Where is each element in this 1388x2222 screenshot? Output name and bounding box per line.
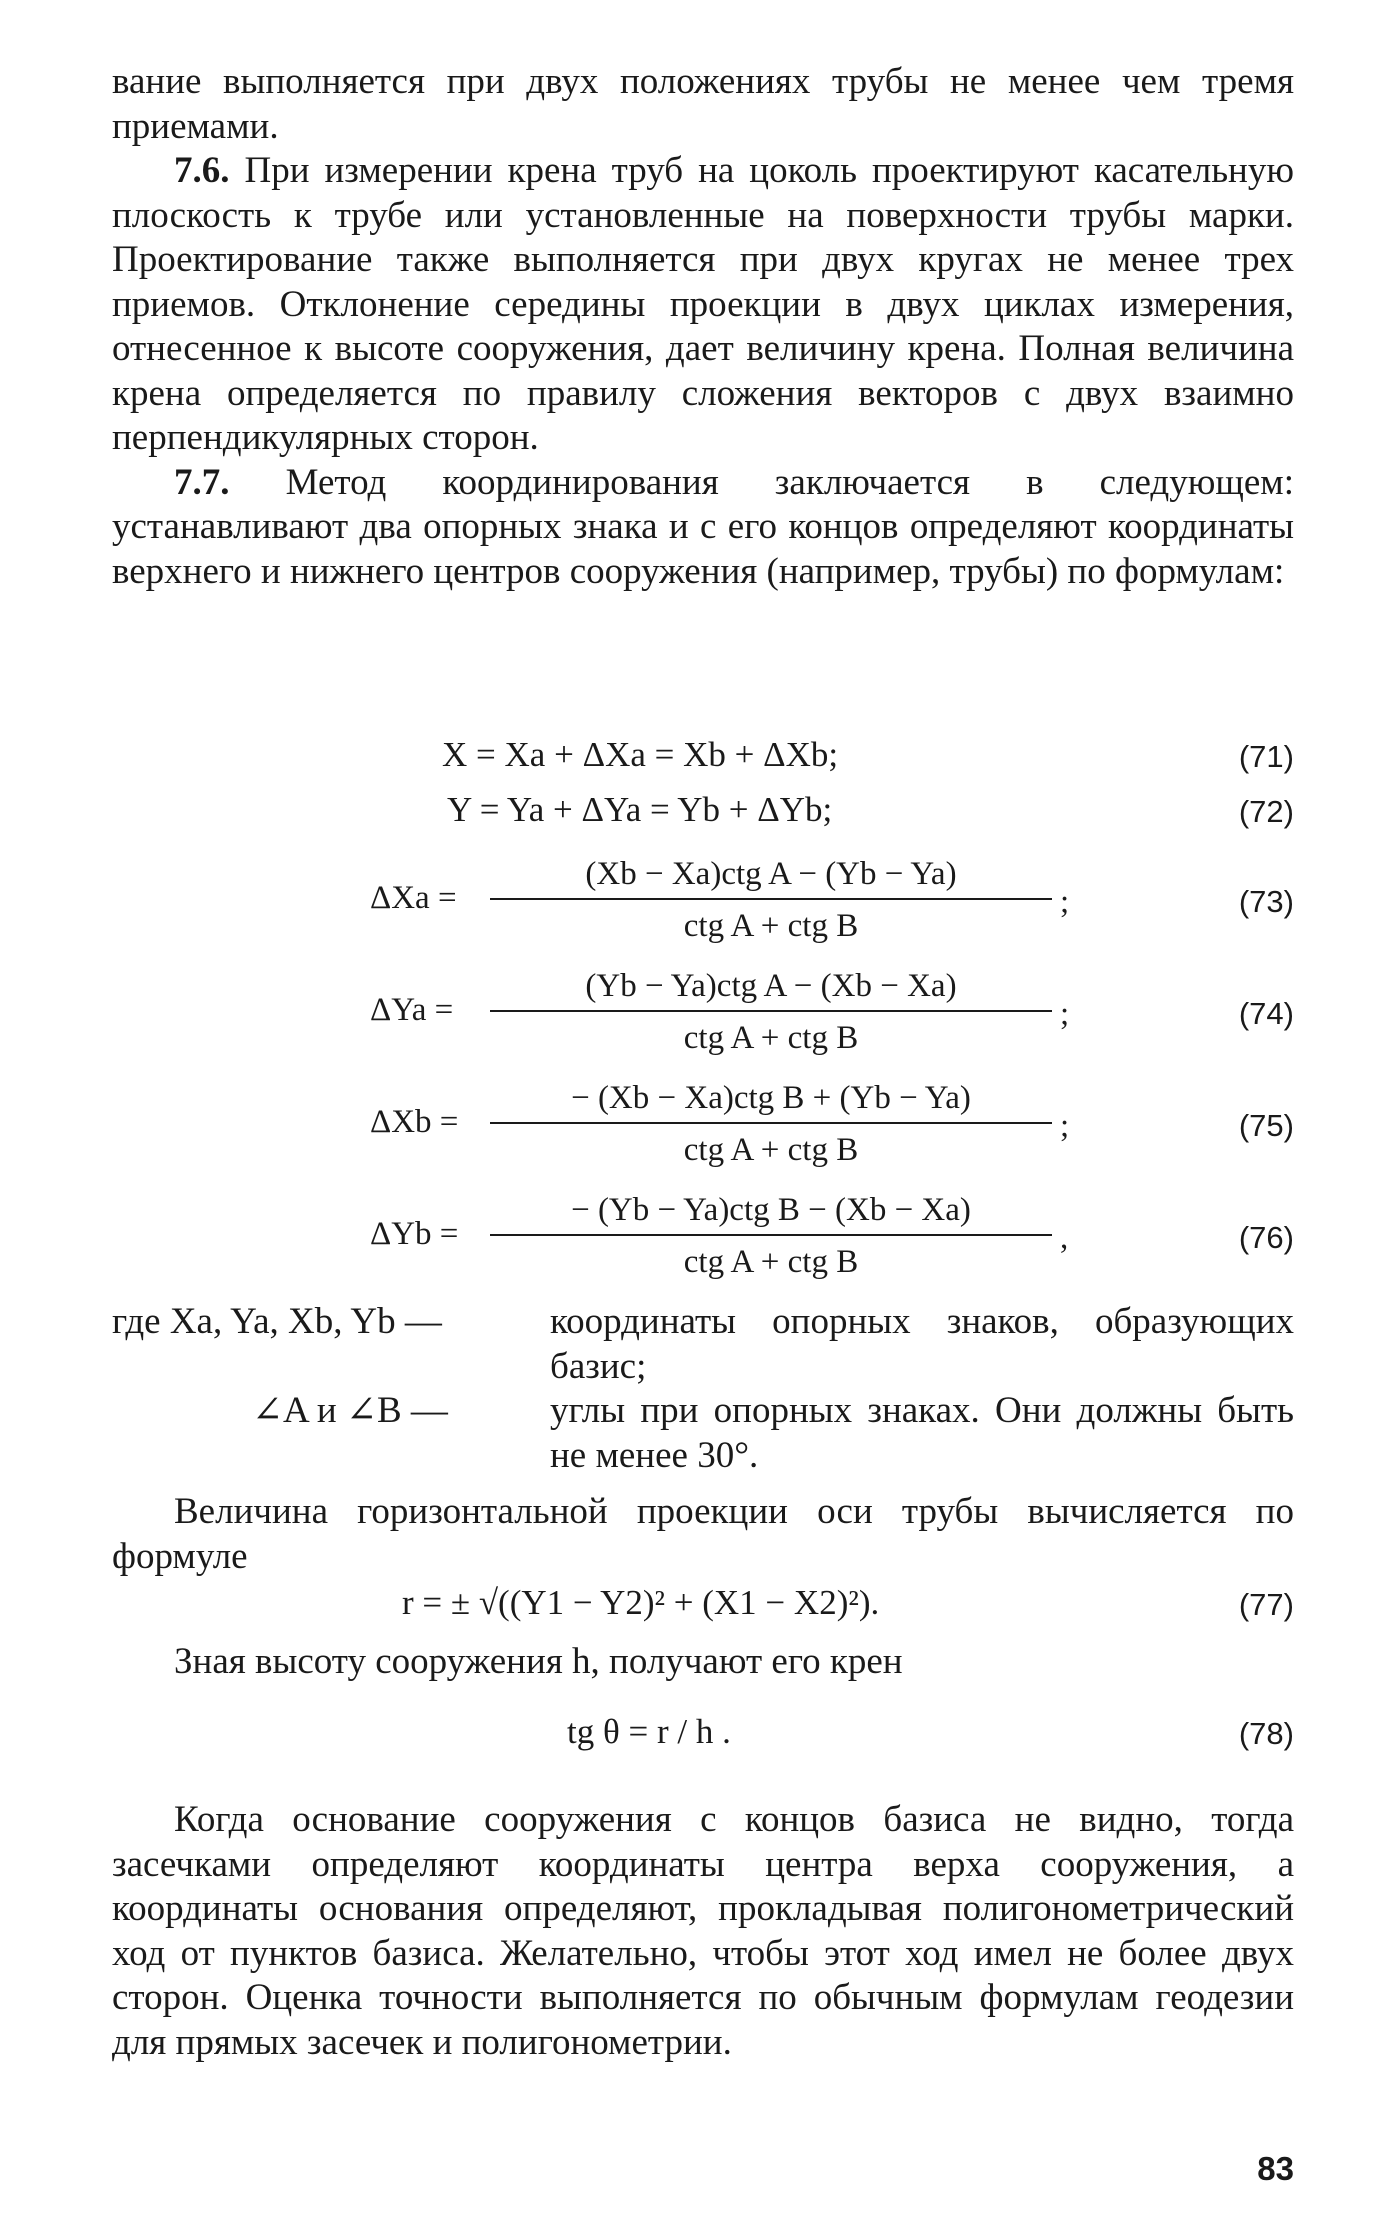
legend-row-coordinates	[112, 1300, 1294, 1389]
equation-73-lhs: ΔXa =	[370, 880, 457, 916]
equation-72-number: (72)	[1238, 794, 1294, 829]
legend-value-coordinates: координаты опорных знаков, образующих базис;	[550, 1301, 1294, 1387]
equation-74-denominator: ctg A + ctg B	[683, 1020, 859, 1056]
equation-78-number: (78)	[1238, 1716, 1294, 1751]
equation-75-lhs: ΔXb =	[370, 1104, 459, 1140]
equation-75-tail: ;	[1060, 1108, 1070, 1144]
legend-key-angles: ∠A и ∠B —	[252, 1390, 448, 1431]
equation-74-number: (74)	[1238, 996, 1294, 1031]
equation-77	[112, 1583, 1294, 1639]
equation-71-number: (71)	[1238, 739, 1294, 774]
equation-78	[112, 1712, 1294, 1768]
paragraph-continuation: вание выполняется при двух положениях трубы не менее чем тремя приемами.	[112, 61, 1294, 147]
paragraph-intro	[112, 60, 1294, 594]
legend-key-coordinates: где Xa, Ya, Xb, Yb —	[112, 1301, 442, 1342]
equation-75-fraction	[490, 1074, 1052, 1172]
equation-72-expr: Y = Ya + ΔYa = Yb + ΔYb;	[447, 790, 833, 829]
equation-77-expr: r = ± √((Y1 − Y2)² + (X1 − X2)²).	[402, 1583, 880, 1622]
equation-73-tail: ;	[1060, 884, 1070, 920]
equation-75-denominator: ctg A + ctg B	[683, 1132, 859, 1168]
equation-74-lhs: ΔYa =	[370, 992, 454, 1028]
page-number: 83	[1257, 2150, 1294, 2187]
equation-78-expr: tg θ = r / h .	[567, 1712, 731, 1751]
equation-74-tail: ;	[1060, 996, 1070, 1032]
legend-value-angles: углы при опорных знаках. Они должны быть не менее 30°.	[550, 1390, 1294, 1476]
equation-76-fraction	[490, 1186, 1052, 1284]
equation-76	[112, 1186, 1294, 1298]
equation-71-expr: X = Xa + ΔXa = Xb + ΔXb;	[442, 735, 839, 774]
equation-73-fraction	[490, 850, 1052, 948]
equation-74-numerator: (Yb − Ya)ctg A − (Xb − Xa)	[490, 962, 1052, 1012]
equation-73-numerator: (Xb − Xa)ctg A − (Yb − Ya)	[490, 850, 1052, 900]
equation-76-number: (76)	[1238, 1220, 1294, 1255]
section-number-7-6: 7.6.	[174, 150, 230, 191]
equation-76-tail: ,	[1060, 1220, 1069, 1256]
equation-74	[112, 962, 1294, 1074]
paragraph-7-7-text: Метод координирования заключается в следующем: устанавливают два опорных знака и с его концов определяют координаты верхнего и нижнего центров сооружения (например, трубы) по формулам:	[112, 461, 1295, 592]
paragraph-basis-text: Когда основание сооружения с концов базиса не видно, тогда засечками определяют координаты центра верха сооружения, а координаты основания определяют, прокладывая полигонометрический ход от пунктов базиса. Желательно, чтобы этот ход имел не более двух сторон. Оценка точности выполняется по обычным формулам геодезии для прямых засечек и полигонометрии.	[112, 1799, 1294, 2063]
equation-75-number: (75)	[1238, 1108, 1294, 1143]
equation-73-denominator: ctg A + ctg B	[683, 908, 859, 944]
paragraph-basis	[112, 1798, 1294, 2065]
equation-72	[112, 790, 1294, 846]
legend-row-angles	[112, 1389, 1294, 1478]
equation-76-numerator: − (Yb − Ya)ctg B − (Xb − Xa)	[490, 1186, 1052, 1236]
paragraph-projection	[112, 1490, 1294, 1579]
equation-73	[112, 850, 1294, 962]
section-number-7-7: 7.7.	[174, 461, 230, 503]
paragraph-height	[112, 1640, 1294, 1685]
paragraph-7-6	[112, 149, 1294, 461]
equation-71	[112, 735, 1294, 791]
equation-76-denominator: ctg A + ctg B	[683, 1244, 859, 1280]
equation-75-numerator: − (Xb − Xa)ctg B + (Yb − Ya)	[490, 1074, 1052, 1124]
equation-74-fraction	[490, 962, 1052, 1060]
paragraph-7-6-text: При измерении крена труб на цоколь проектируют касательную плоскость к трубе или установленные на поверхности трубы марки. Проектирование также выполняется при двух кругах не менее трех приемов. Отклонение середины проекции в двух циклах измерения, отнесенное к высоте сооружения, дает величину крена. Полная величина крена определяется по правилу сложения векторов с двух взаимно перпендикулярных сторон.	[112, 150, 1295, 458]
paragraph-projection-text: Величина горизонтальной проекции оси трубы вычисляется по формуле	[112, 1491, 1294, 1577]
paragraph-height-text: Зная высоту сооружения h, получают его крен	[174, 1641, 903, 1682]
symbol-legend	[112, 1300, 1294, 1478]
equation-75	[112, 1074, 1294, 1186]
equation-77-number: (77)	[1238, 1587, 1294, 1622]
paragraph-7-7	[112, 461, 1294, 595]
equation-76-lhs: ΔYb =	[370, 1216, 459, 1252]
equation-73-number: (73)	[1238, 884, 1294, 919]
